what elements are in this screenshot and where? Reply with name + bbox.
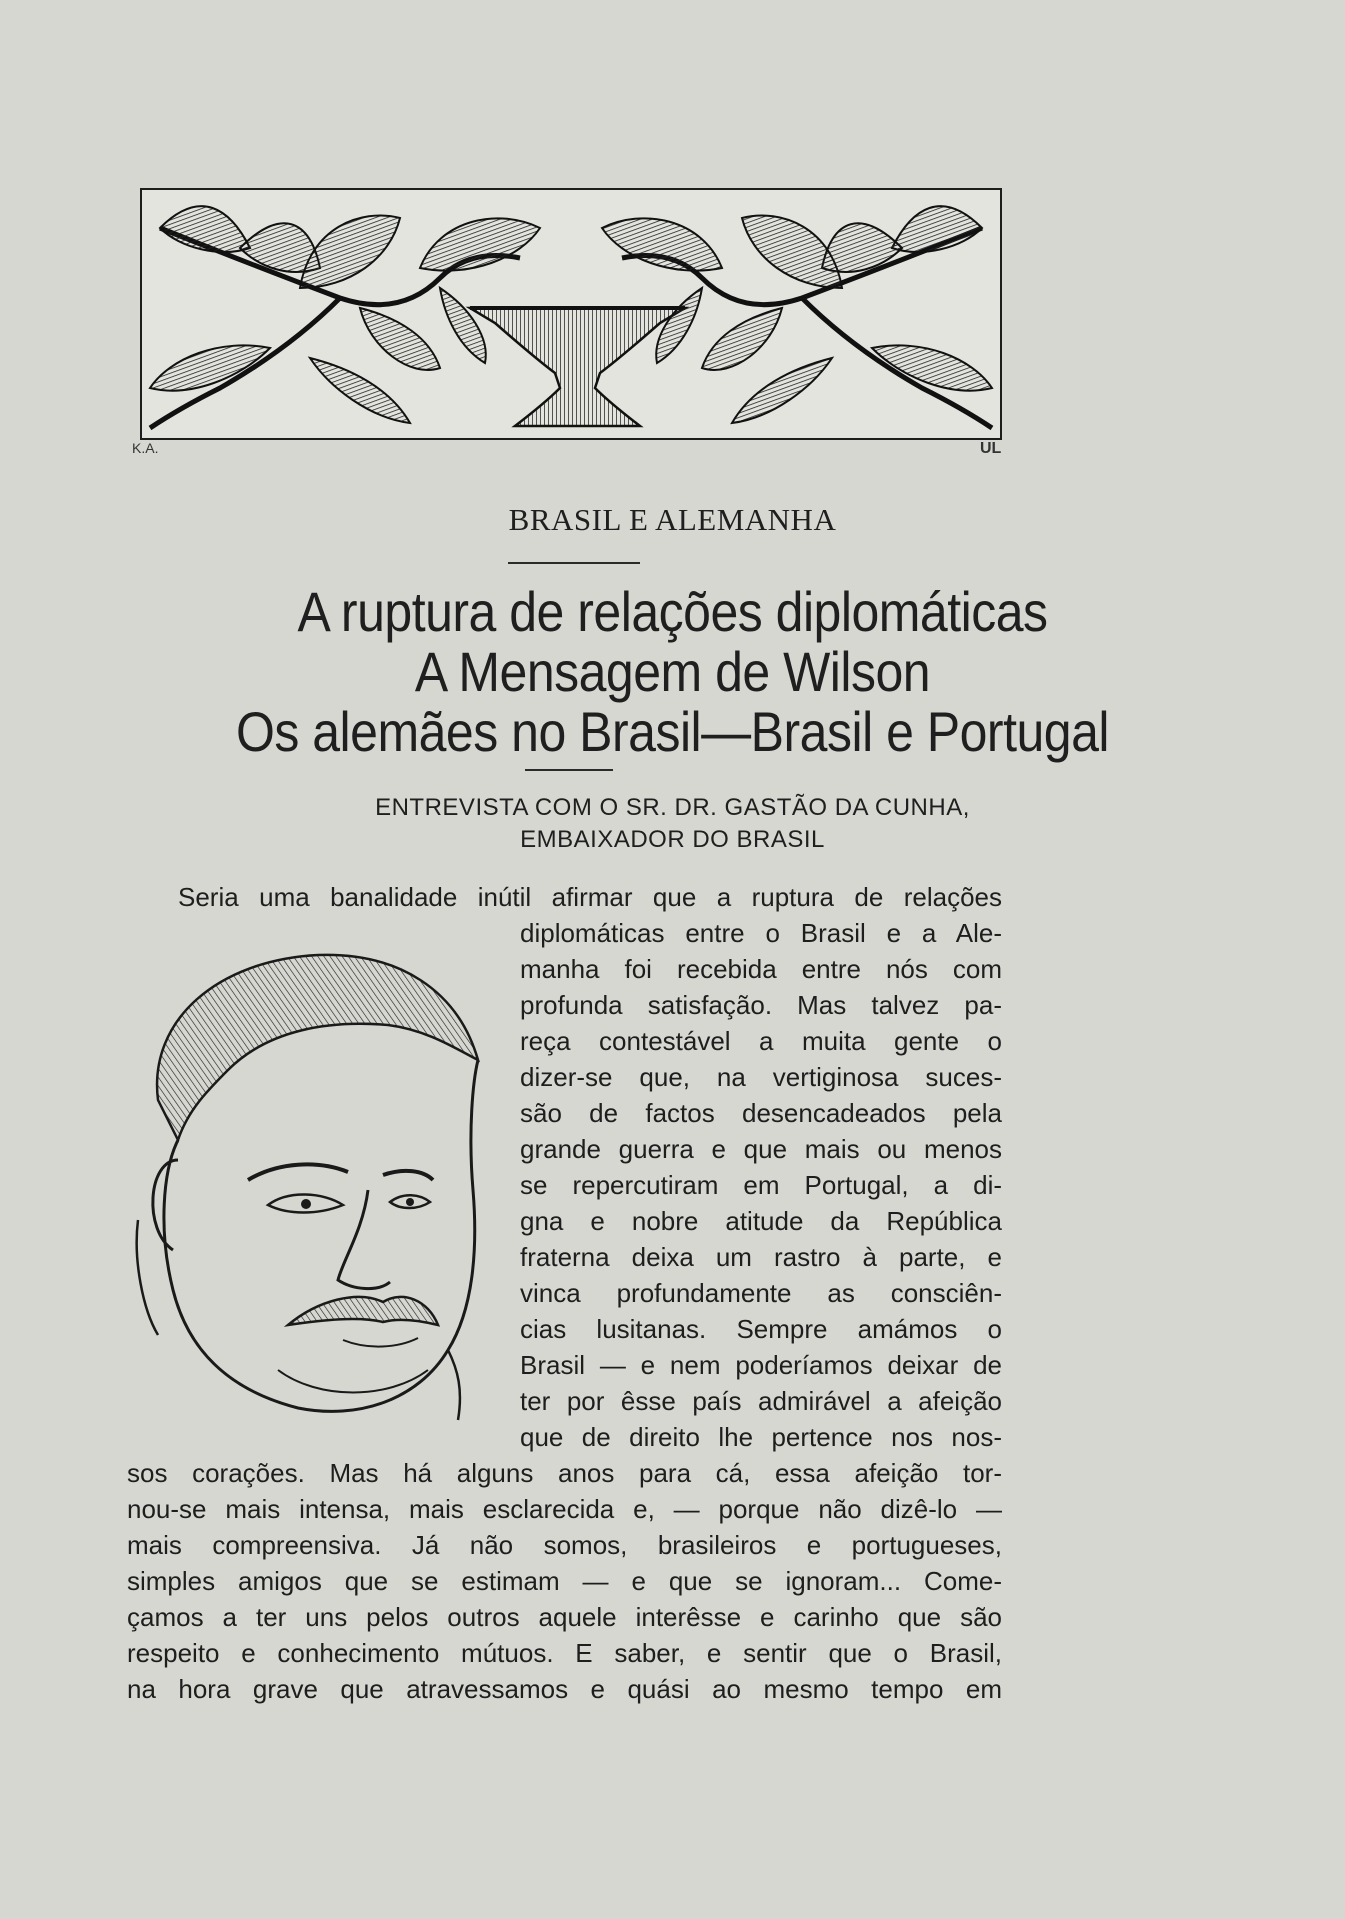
body-line: respeito e conhecimento mútuos. E saber, e sentir que o Brasil, — [127, 1638, 1002, 1668]
interview-byline-1: ENTREVISTA COM O SR. DR. GASTÃO DA CUNHA, — [375, 794, 970, 821]
laurel-vase-headpiece — [140, 188, 1002, 440]
body-line: Brasil — e nem poderíamos deixar de — [520, 1350, 1002, 1380]
divider-rule — [508, 562, 640, 564]
body-line: são de factos desencadeados pela — [520, 1098, 1002, 1128]
body-line: dizer-se que, na vertiginosa suces- — [520, 1062, 1002, 1092]
illustrator-signature-right: UL — [980, 440, 1002, 457]
body-line: mais compreensiva. Já não somos, brasileiros e portugueses, — [127, 1530, 1002, 1560]
illustrator-signature-left: K.A. — [132, 440, 159, 456]
headline-line-1: A ruptura de relações diplomáticas — [297, 580, 1048, 644]
body-line: diplomáticas entre o Brasil e a Ale- — [520, 918, 1002, 948]
body-line: reça contestável a muita gente o — [520, 1026, 1002, 1056]
section-title: BRASIL E ALEMANHA — [508, 502, 837, 537]
body-line: çamos a ter uns pelos outros aquele interêsse e carinho que são — [127, 1602, 1002, 1632]
body-line: que de direito lhe pertence nos nos- — [520, 1422, 1002, 1452]
body-line: Seria uma banalidade inútil afirmar que a ruptura de relações — [178, 882, 1002, 912]
interview-byline-2: EMBAIXADOR DO BRASIL — [520, 826, 825, 853]
body-line: nou-se mais intensa, mais esclarecida e, — porque não dizê-lo — — [127, 1494, 1002, 1524]
body-line: grande guerra e que mais ou menos — [520, 1134, 1002, 1164]
body-line: cias lusitanas. Sempre amámos o — [520, 1314, 1002, 1344]
body-line: manha foi recebida entre nós com — [520, 954, 1002, 984]
portrait-illustration — [128, 930, 508, 1430]
headline-line-3: Os alemães no Brasil—Brasil e Portugal — [235, 700, 1110, 764]
body-line: simples amigos que se estimam — e que se ignoram... Come- — [127, 1566, 1002, 1596]
body-line: ter por êsse país admirável a afeição — [520, 1386, 1002, 1416]
body-line: profunda satisfação. Mas talvez pa- — [520, 990, 1002, 1020]
body-line: gna e nobre atitude da República — [520, 1206, 1002, 1236]
body-line: fraterna deixa um rastro à parte, e — [520, 1242, 1002, 1272]
body-line: na hora grave que atravessamos e quási ao mesmo tempo em — [127, 1674, 1002, 1704]
body-line: sos corações. Mas há alguns anos para cá, essa afeição tor- — [127, 1458, 1002, 1488]
divider-rule — [525, 769, 613, 771]
body-line: se repercutiram em Portugal, a di- — [520, 1170, 1002, 1200]
headline-line-2: A Mensagem de Wilson — [414, 640, 931, 704]
body-line: vinca profundamente as consciên- — [520, 1278, 1002, 1308]
